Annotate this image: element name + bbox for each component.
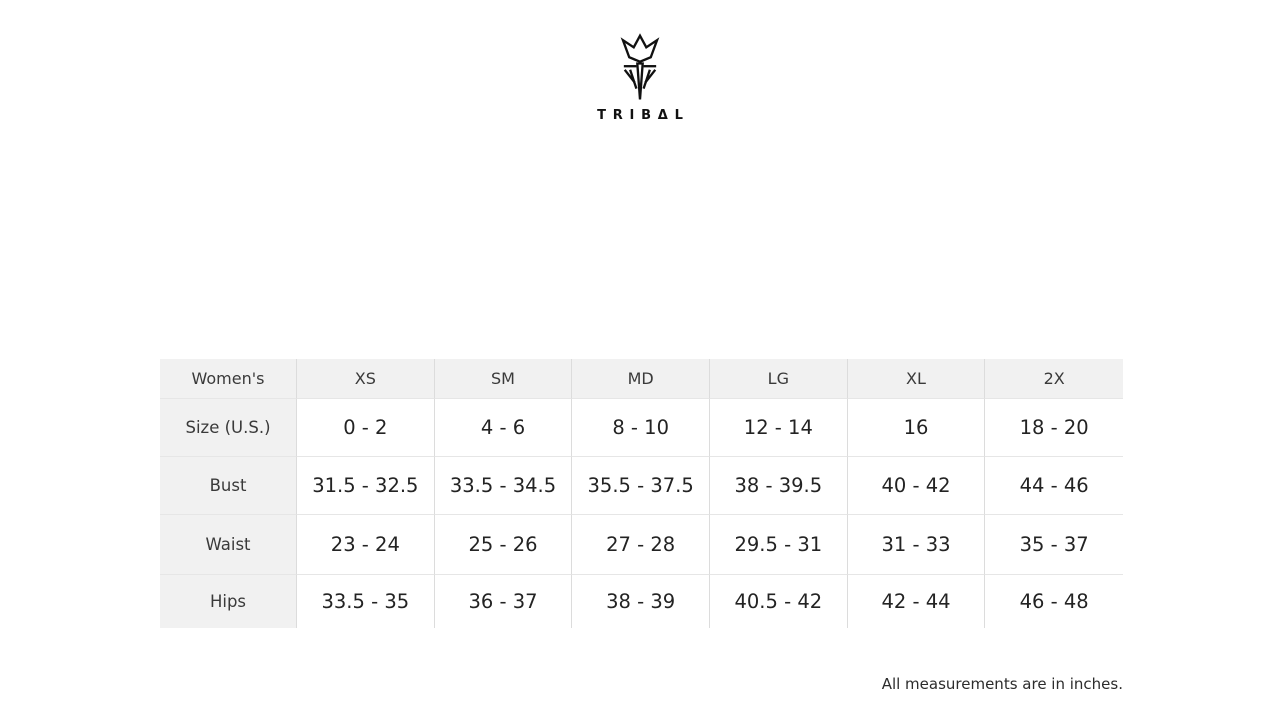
row-label-size: Size (U.S.) <box>160 399 297 457</box>
column-header-xs: XS <box>297 359 435 399</box>
table-cell: 33.5 - 35 <box>297 575 435 628</box>
table-cell: 31 - 33 <box>848 515 986 575</box>
table-cell: 25 - 26 <box>435 515 573 575</box>
table-cell: 12 - 14 <box>710 399 848 457</box>
table-cell: 29.5 - 31 <box>710 515 848 575</box>
column-header-womens: Women's <box>160 359 297 399</box>
table-cell: 4 - 6 <box>435 399 573 457</box>
table-cell: 16 <box>848 399 986 457</box>
table-cell: 35 - 37 <box>985 515 1123 575</box>
measurements-note: All measurements are in inches. <box>881 675 1123 693</box>
row-label-bust: Bust <box>160 457 297 515</box>
table-cell: 40 - 42 <box>848 457 986 515</box>
table-cell: 27 - 28 <box>572 515 710 575</box>
table-cell: 44 - 46 <box>985 457 1123 515</box>
table-cell: 31.5 - 32.5 <box>297 457 435 515</box>
table-cell: 38 - 39.5 <box>710 457 848 515</box>
table-cell: 0 - 2 <box>297 399 435 457</box>
column-header-2x: 2X <box>985 359 1123 399</box>
brand-logo <box>0 33 1280 123</box>
row-label-waist: Waist <box>160 515 297 575</box>
table-cell: 40.5 - 42 <box>710 575 848 628</box>
brand-wordmark: TRIBΔL <box>597 108 690 123</box>
table-cell: 36 - 37 <box>435 575 573 628</box>
table-cell: 38 - 39 <box>572 575 710 628</box>
table-cell: 23 - 24 <box>297 515 435 575</box>
column-header-md: MD <box>572 359 710 399</box>
table-cell: 18 - 20 <box>985 399 1123 457</box>
size-chart-table <box>160 359 1123 628</box>
table-cell: 33.5 - 34.5 <box>435 457 573 515</box>
crown-logo-icon <box>613 33 667 103</box>
table-cell: 46 - 48 <box>985 575 1123 628</box>
table-cell: 35.5 - 37.5 <box>572 457 710 515</box>
column-header-lg: LG <box>710 359 848 399</box>
table-cell: 42 - 44 <box>848 575 986 628</box>
column-header-sm: SM <box>435 359 573 399</box>
table-cell: 8 - 10 <box>572 399 710 457</box>
row-label-hips: Hips <box>160 575 297 628</box>
column-header-xl: XL <box>848 359 986 399</box>
